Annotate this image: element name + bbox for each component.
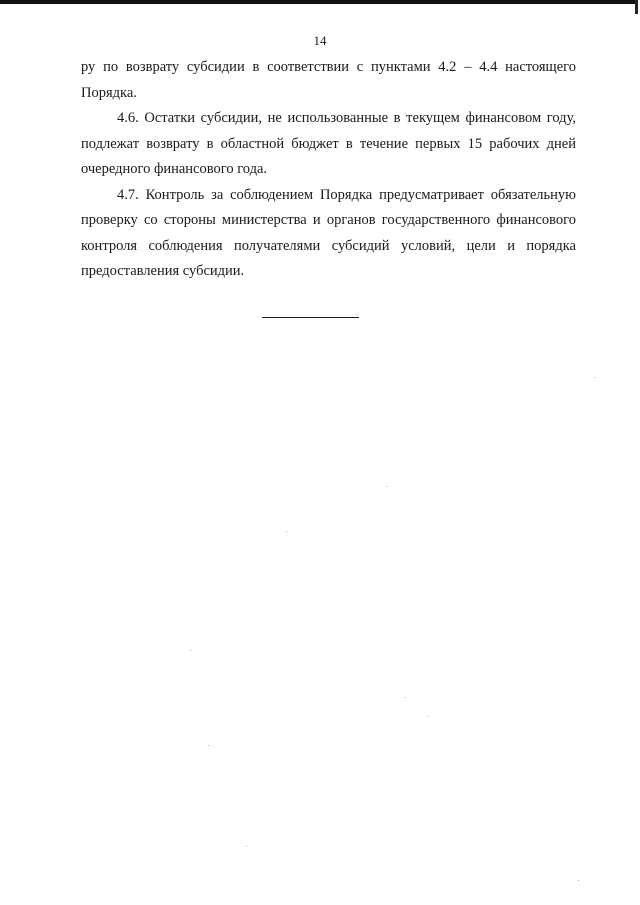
- paragraph-4-6: 4.6. Остатки субсидии, не использованные в текущем финансовом году, подлежат возврату в областной бюджет в течение первых 15 рабочих дней очередного финансового года.: [81, 110, 576, 177]
- paragraph-continuation: ру по возврату субсидии в соответствии с пунктами 4.2 – 4.4 настоящего Порядка.: [81, 59, 576, 101]
- scan-speck: [578, 880, 579, 881]
- paragraph-4-7: 4.7. Контроль за соблюдением Порядка предусматривает обязательную проверку со стороны министерства и органов государственного финансового контроля соблюдения получателями субсидий условий, цели и порядка предоставления субсидии.: [81, 186, 576, 279]
- closing-rule: [262, 317, 359, 318]
- scan-speck: [190, 650, 191, 651]
- page-number: 14: [313, 33, 327, 48]
- scan-edge-top: [0, 0, 636, 4]
- scan-speck: [594, 377, 595, 378]
- scan-speck: [208, 745, 209, 746]
- scan-speck: [405, 697, 406, 698]
- scan-speck: [428, 716, 429, 717]
- document-body: [81, 55, 576, 285]
- scan-speck: [386, 486, 387, 487]
- scan-edge-right: [635, 0, 638, 14]
- scan-speck: [246, 846, 247, 847]
- scan-speck: [286, 531, 287, 532]
